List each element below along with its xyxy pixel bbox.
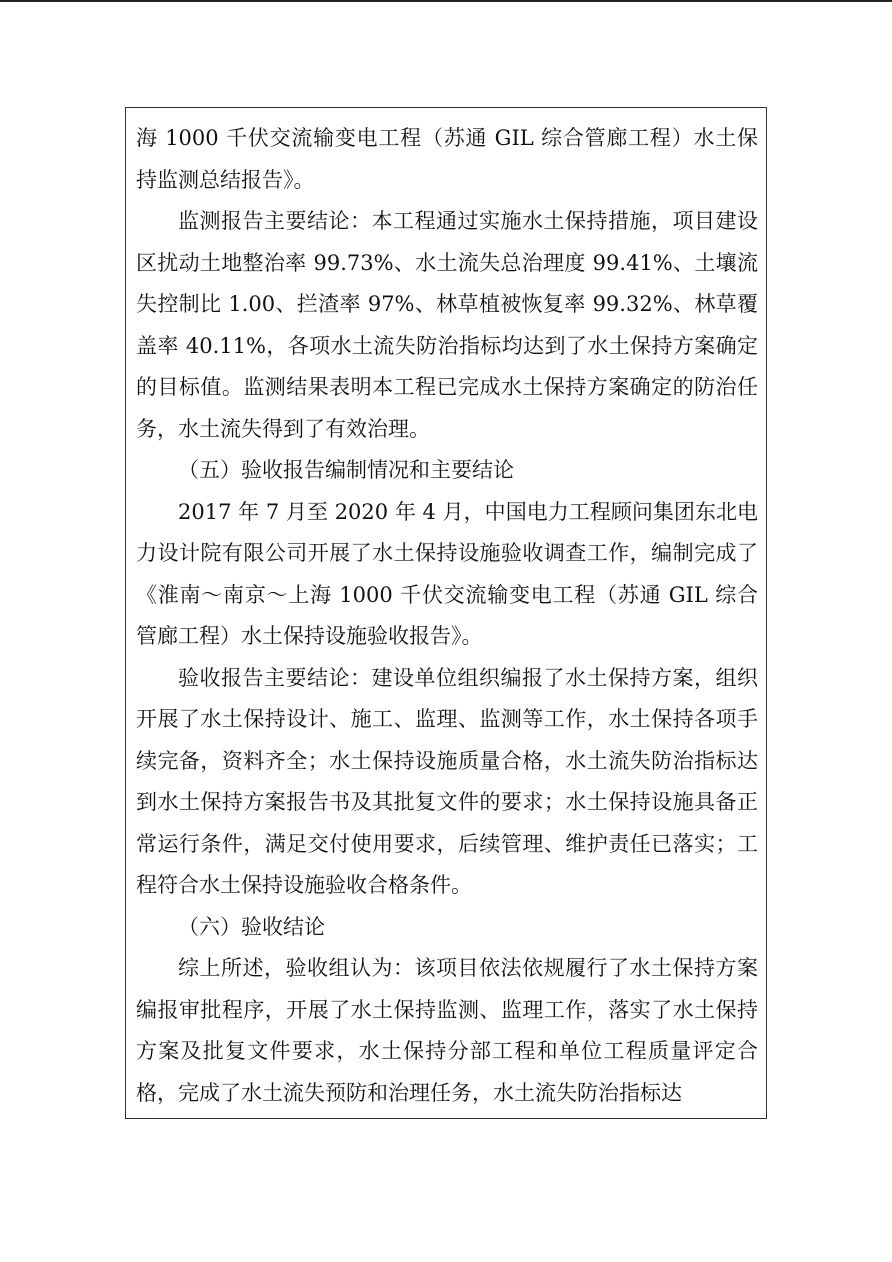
section-heading-5: （五）验收报告编制情况和主要结论: [178, 458, 514, 482]
page-top-rule: [0, 0, 892, 2]
paragraph-monitoring-conclusion: 监测报告主要结论：本工程通过实施水土保持措施，项目建设区扰动土地整治率 99.73%、水土流失总治理度 99.41%、土壤流失控制比 1.00、拦渣率 97%、林草植被恢复率 99.32%、林草覆盖率 40.11%，各项水土流失防治指标均达到了水土保持方案确定的目标值。监测结果表明本工程已完成水土保持方案确定的防治任务，水土流失得到了有效治理。: [136, 209, 758, 441]
document-body: [136, 118, 758, 1114]
section-heading-6: （六）验收结论: [178, 914, 325, 939]
paragraph-acceptance-survey: 2017 年 7 月至 2020 年 4 月，中国电力工程顾问集团东北电力设计院有限公司开展了水土保持设施验收调查工作，编制完成了《淮南～南京～上海 1000 千伏交流输变电工程（苏通 GIL 综合管廊工程）水土保持设施验收报告》。: [136, 499, 758, 648]
paragraph-continuation: 海 1000 千伏交流输变电工程（苏通 GIL 综合管廊工程）水土保持监测总结报告》。: [136, 126, 758, 192]
paragraph-final-conclusion: 综上所述，验收组认为：该项目依法依规履行了水土保持方案编报审批程序，开展了水土保持监测、监理工作，落实了水土保持方案及批复文件要求，水土保持分部工程和单位工程质量评定合格，完成了水土流失预防和治理任务，水土流失防治指标达: [136, 956, 758, 1105]
paragraph-acceptance-conclusion: 验收报告主要结论：建设单位组织编报了水土保持方案，组织开展了水土保持设计、施工、监理、监测等工作，水土保持各项手续完备，资料齐全；水土保持设施质量合格，水土流失防治指标达到水土保持方案报告书及其批复文件的要求；水土保持设施具备正常运行条件，满足交付使用要求，后续管理、维护责任已落实；工程符合水土保持设施验收合格条件。: [136, 665, 758, 897]
document-frame: [125, 107, 767, 1119]
